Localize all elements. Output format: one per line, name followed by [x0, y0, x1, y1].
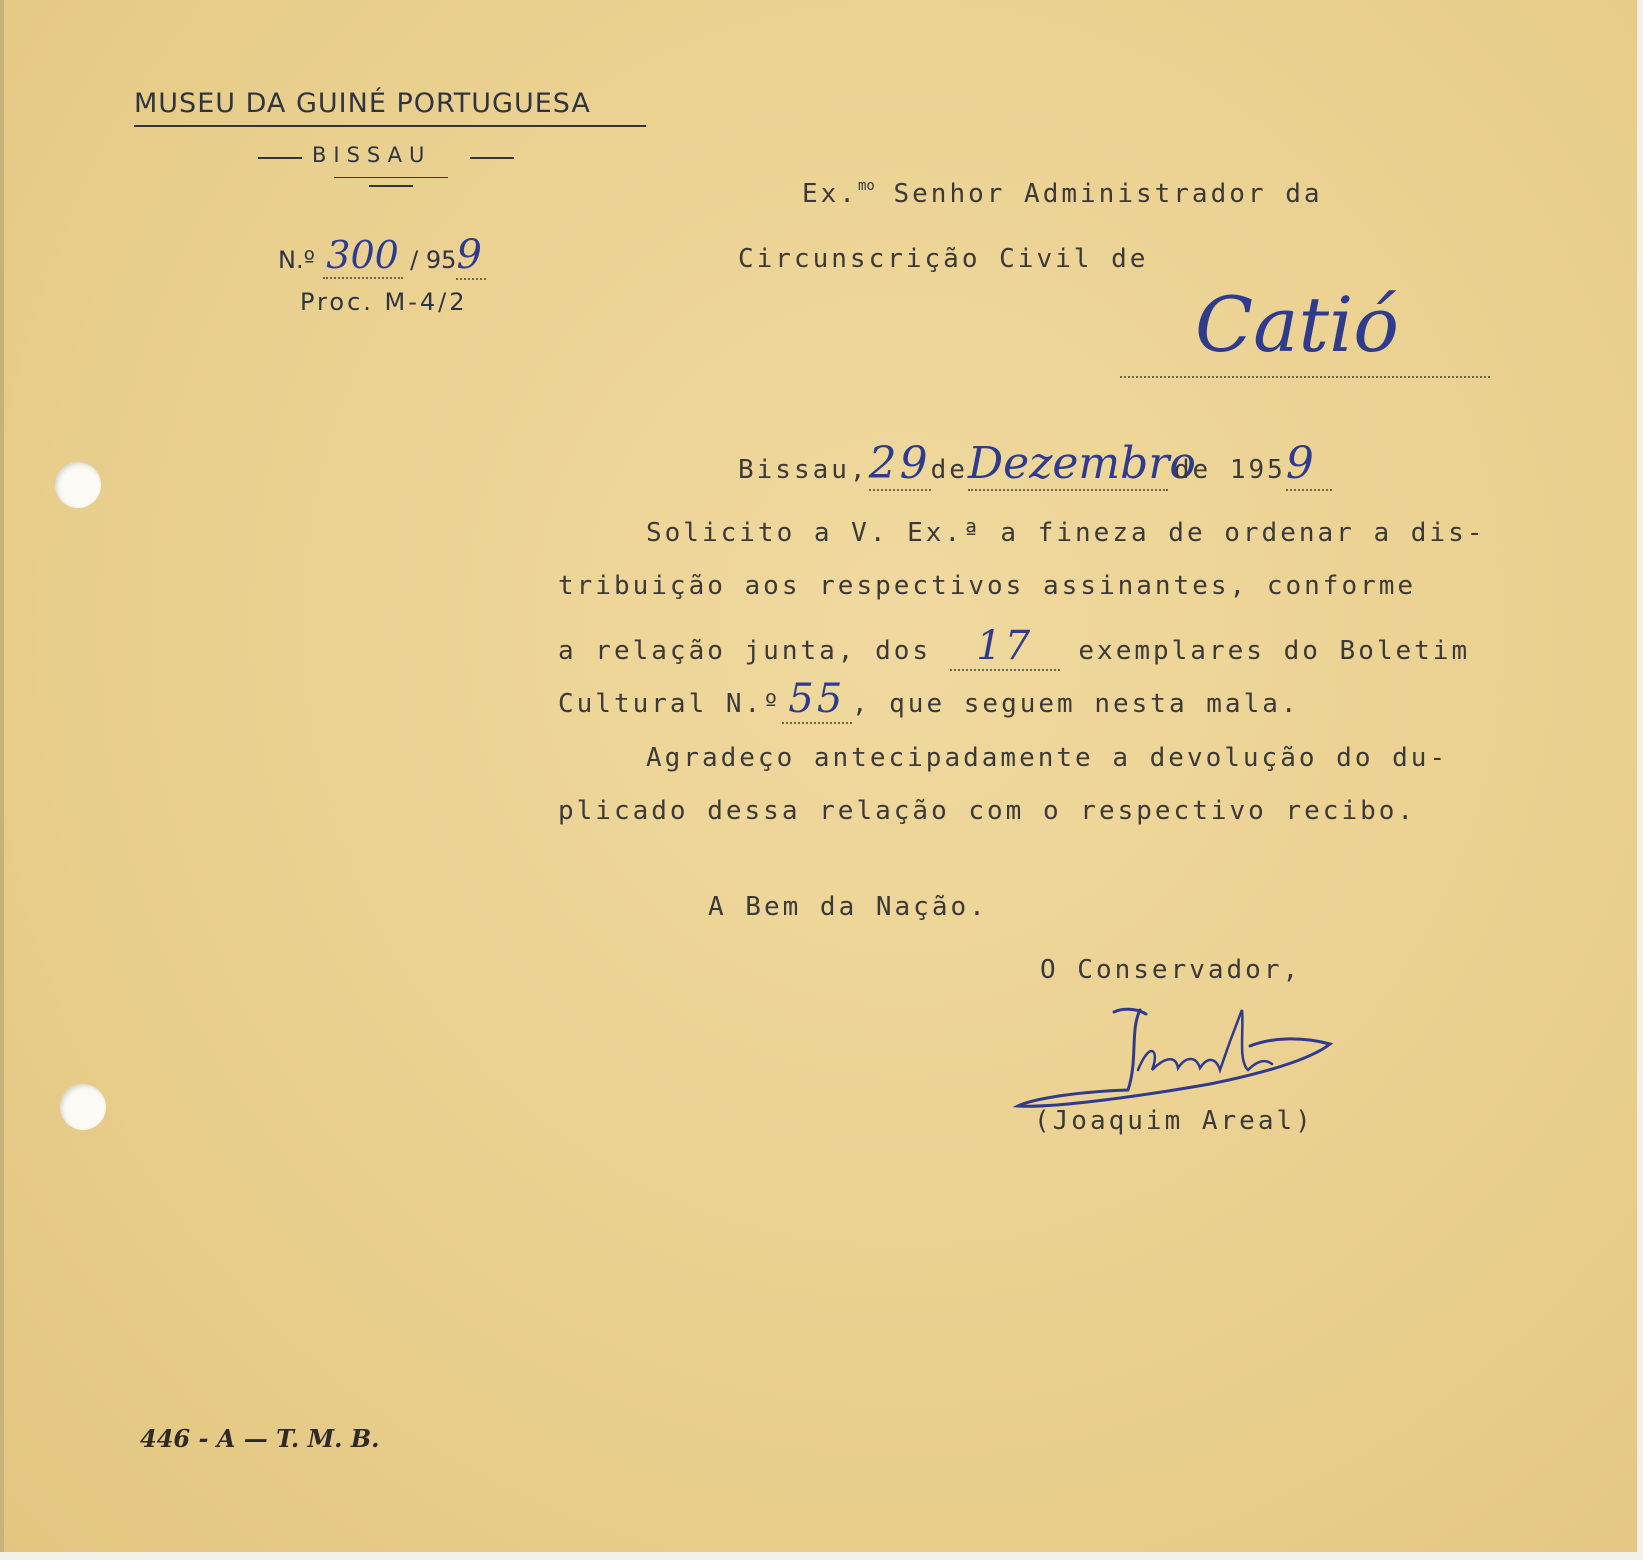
letterhead-rule-short — [369, 185, 413, 187]
reference-number-handwritten: 300 — [326, 233, 399, 277]
letterhead-rule — [334, 177, 448, 178]
body-paragraph-1-line-2: tribuição aos respectivos assinantes, conforme — [558, 571, 1417, 601]
date-city: Bissau, — [738, 455, 869, 485]
copies-count-handwritten: 17 — [976, 623, 1034, 669]
date-line — [738, 438, 1332, 491]
body-paragraph-1-line-3 — [558, 623, 1470, 671]
bulletin-number-handwritten: 55 — [788, 676, 846, 722]
reference-number — [278, 232, 486, 280]
body-paragraph-1-line-4 — [558, 676, 1300, 724]
place-handwritten: Catió — [1195, 280, 1400, 369]
signatory-name: (Joaquim Areal) — [1034, 1106, 1314, 1136]
addressee-line-2: Circunscrição Civil de — [738, 244, 1149, 274]
copies-text-after: exemplares do Boletim — [1078, 636, 1471, 666]
date-month-handwritten: Dezembro — [967, 438, 1196, 489]
scan-bottom-margin — [0, 1552, 1643, 1560]
signatory-role: O Conservador, — [1040, 955, 1302, 985]
reference-year-prefix: / 95 — [410, 246, 457, 274]
form-code: 446 - A — T. M. B. — [140, 1424, 380, 1453]
date-day-handwritten: 29 — [868, 438, 931, 489]
date-year-handwritten: 9 — [1285, 438, 1317, 489]
reference-number-prefix: N.º — [278, 246, 315, 274]
copies-text-before: a relação junta, dos — [558, 636, 932, 666]
paper-left-edge — [0, 0, 4, 1560]
bulletin-text-before: Cultural N.º — [558, 689, 782, 719]
addressee-title: Ex. — [802, 179, 858, 209]
addressee-line-1 — [802, 178, 1323, 209]
addressee-title-superscript: mo — [857, 178, 875, 194]
process-reference: Proc. M-4/2 — [300, 288, 468, 316]
place-dotted-line — [1120, 376, 1490, 378]
body-paragraph-1-line-1: Solicito a V. Ex.ª a fineza de ordenar a dis- — [646, 518, 1486, 548]
institution-underline — [134, 125, 646, 127]
city-dash-right — [470, 157, 514, 159]
punch-hole-bottom — [60, 1084, 106, 1130]
body-paragraph-2-line-1: Agradeço antecipadamente a devolução do du- — [646, 743, 1449, 773]
date-de-2: de 195 — [1173, 455, 1286, 485]
scan-right-margin — [1637, 0, 1643, 1560]
institution-name: MUSEU DA GUINÉ PORTUGUESA — [134, 88, 591, 119]
date-de-1: de — [930, 455, 968, 485]
reference-year-handwritten: 9 — [456, 232, 482, 278]
letterhead-city: BISSAU — [312, 143, 432, 167]
addressee-role: Senhor Administrador da — [874, 179, 1323, 209]
handwritten-signature — [1010, 1000, 1340, 1120]
city-dash-left — [258, 157, 302, 159]
closing-salutation: A Bem da Nação. — [708, 892, 988, 922]
bulletin-text-after: , que seguem nesta mala. — [851, 689, 1300, 719]
punch-hole-top — [55, 462, 101, 508]
body-paragraph-2-line-2: plicado dessa relação com o respectivo recibo. — [558, 796, 1417, 826]
